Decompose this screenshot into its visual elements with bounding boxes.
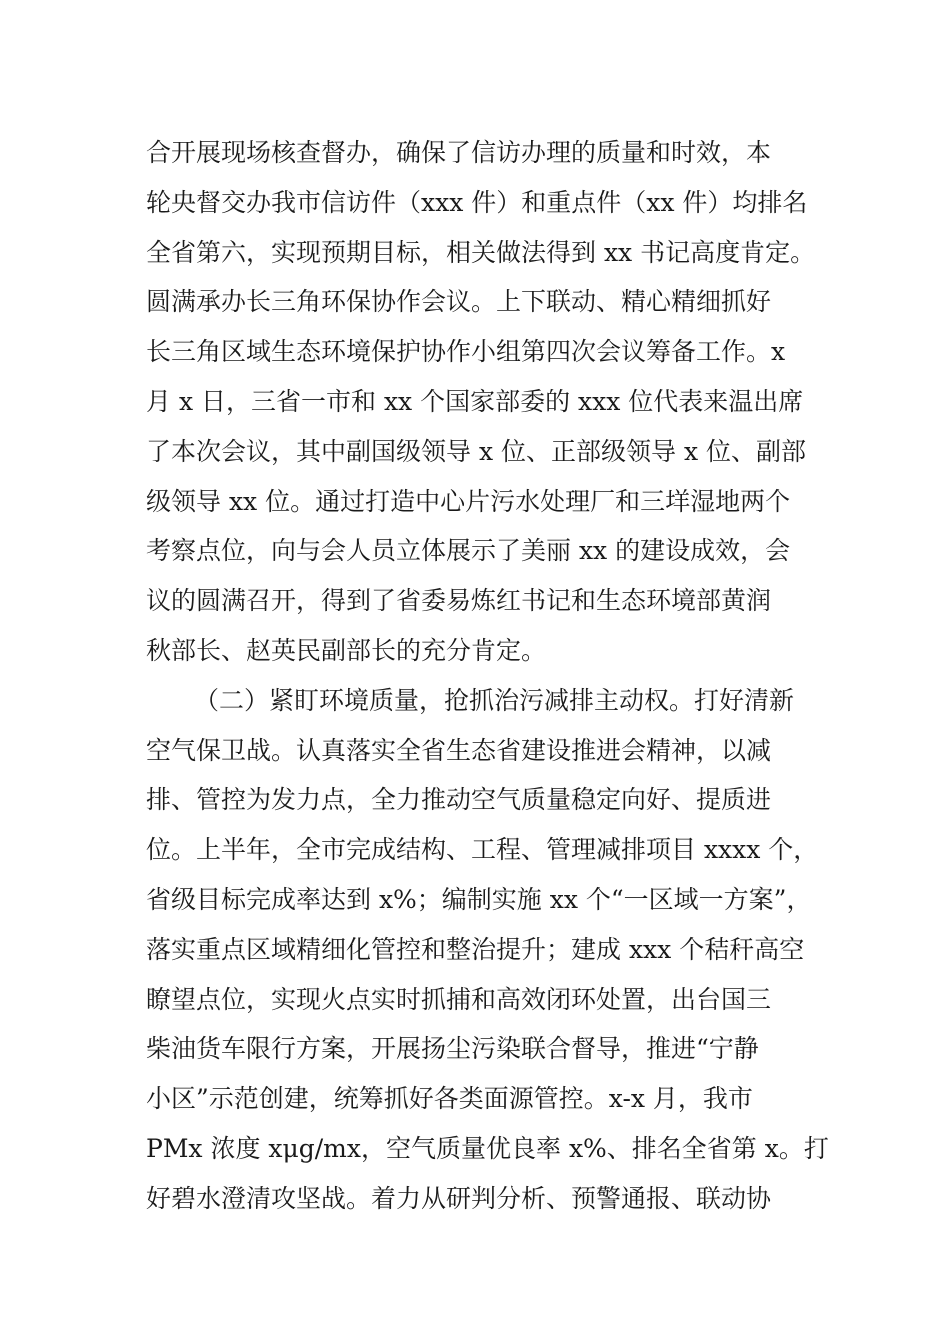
text-line: 位。上半年，全市完成结构、工程、管理减排项目 xxxx 个， [146,835,819,865]
text-line: 瞭望点位，实现火点实时抓捕和高效闭环处置，出台国三 [146,984,772,1014]
text-line: 轮央督交办我市信访件（xxx 件）和重点件（xx 件）均排名 [146,187,808,217]
text-line: 空气保卫战。认真落实全省生态省建设推进会精神，以减 [146,735,772,765]
text-line: 小区”示范创建，统筹抓好各类面源管控。x-x 月，我市 [146,1084,753,1114]
text-line: 圆满承办长三角环保协作会议。上下联动、精心精细抓好 [146,287,772,317]
body-text [146,128,829,1224]
paragraph-start-line: （二）紧盯环境质量，抢抓治污减排主动权。打好清新 [194,685,795,715]
text-line: 省级目标完成率达到 x%；编制实施 xx 个“一区域一方案”， [146,884,812,914]
text-line: 全省第六，实现预期目标，相关做法得到 xx 书记高度肯定。 [146,237,816,267]
text-line: 月 x 日，三省一市和 xx 个国家部委的 xxx 位代表来温出席 [146,386,804,416]
text-line: 了本次会议，其中副国级领导 x 位、正部级领导 x 位、副部 [146,436,806,466]
text-line: 级领导 xx 位。通过打造中心片污水处理厂和三垟湿地两个 [146,486,791,516]
text-line: 长三角区域生态环境保护协作小组第四次会议筹备工作。x [146,337,786,367]
text-line: 好碧水澄清攻坚战。着力从研判分析、预警通报、联动协 [146,1183,772,1213]
text-line: PMx 浓度 xμg/mx，空气质量优良率 x%、排名全省第 x。打 [146,1133,829,1163]
text-line: 秋部长、赵英民副部长的充分肯定。 [146,635,547,665]
text-line: 柴油货车限行方案，开展扬尘污染联合督导，推进“宁静 [146,1034,759,1064]
text-line: 排、管控为发力点，全力推动空气质量稳定向好、提质进 [146,785,772,815]
text-line: 考察点位，向与会人员立体展示了美丽 xx 的建设成效，会 [146,536,791,566]
text-line: 合开展现场核查督办，确保了信访办理的质量和时效，本 [146,138,772,167]
text-line: 落实重点区域精细化管控和整治提升；建成 xxx 个秸秆高空 [146,934,805,964]
text-line: 议的圆满召开，得到了省委易炼红书记和生态环境部黄润 [146,586,772,616]
